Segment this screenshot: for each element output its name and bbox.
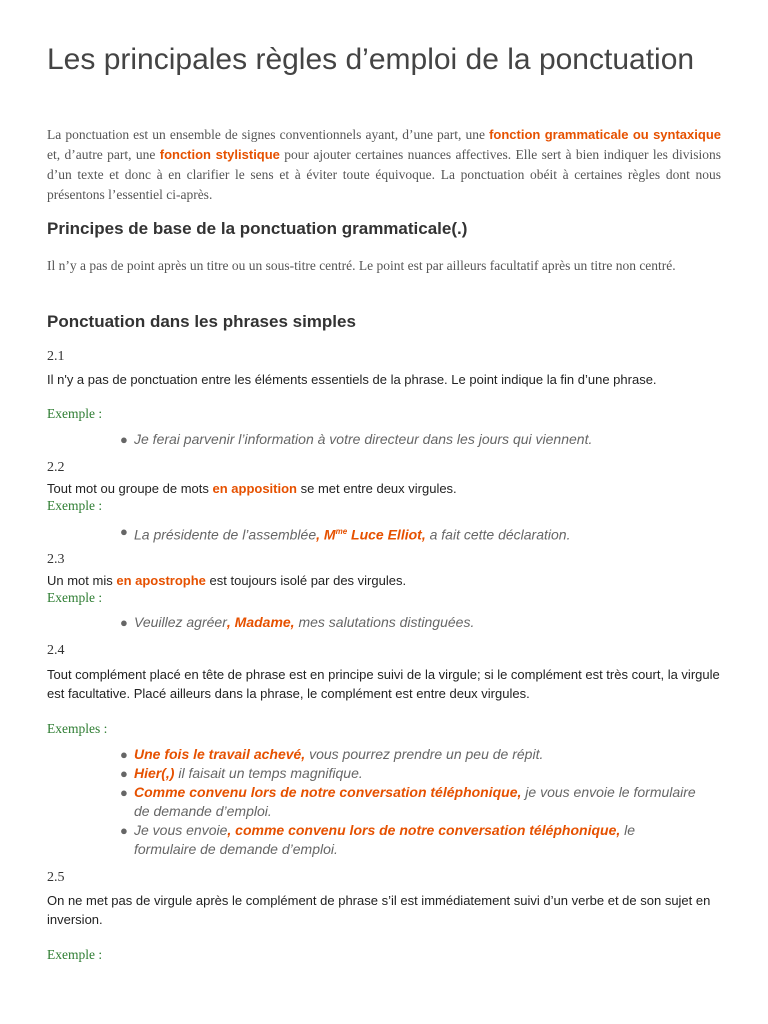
example-text-b: a fait cette déclaration.: [425, 526, 571, 543]
example-highlight-b: Luce Elliot,: [347, 526, 426, 543]
bullet-icon: ●: [120, 785, 128, 800]
example-label: Exemples :: [47, 721, 108, 736]
example-text-a: Veuillez agréer: [134, 614, 227, 630]
rule-number: 2.1: [47, 349, 65, 364]
rule-number: 2.4: [47, 643, 65, 658]
intro-highlight-stylistique: fonction stylistique: [159, 147, 280, 162]
intro-text-1: La ponctuation est un ensemble de signes conventionnels ayant, d’une part, une: [47, 127, 490, 142]
rule-highlight: en apostrophe: [116, 573, 206, 588]
bullet-icon: ●: [120, 747, 128, 762]
intro-highlight-grammaticale: fonction grammaticale ou syntaxique: [489, 127, 721, 142]
example-text: vous pourrez prendre un peu de répit.: [305, 746, 544, 762]
rule-text: [47, 571, 737, 590]
example-item: [118, 764, 698, 783]
example-list: [118, 522, 738, 545]
example-highlight: , Madame,: [226, 614, 295, 630]
example-list: [118, 430, 738, 449]
example-text-b: mes salutations distinguées.: [294, 614, 475, 630]
example-item: [118, 821, 698, 859]
intro-text-3: pour ajouter certaines nuances affectives. Elle sert à bien indiquer les divisions d’un texte et donc à en clarifier le sens et à éviter toute équivoque. La ponctuation obéit à certaines règles dont nous présentons l’essentiel ci-après.: [47, 147, 722, 202]
example-item: [118, 783, 698, 821]
page-title: Les principales règles d’emploi de la ponctuation: [47, 43, 695, 76]
rule-text-a: Tout mot ou groupe de mots: [47, 481, 213, 496]
example-item: [118, 613, 738, 632]
example-text-a: La présidente de l’assemblée: [134, 526, 317, 543]
rule-text-b: est toujours isolé par des virgules.: [205, 573, 407, 588]
rule-text: [47, 479, 737, 498]
example-highlight: Une fois le travail achevé,: [134, 746, 306, 762]
section1-heading: Principes de base de la ponctuation grammaticale(.): [47, 219, 468, 238]
example-highlight: Hier(,): [134, 765, 175, 781]
example-text: le formulaire de demande d’emploi.: [134, 822, 636, 857]
bullet-icon: ●: [120, 823, 128, 838]
example-highlight-a: , M: [316, 526, 336, 543]
rule-text: Tout complément placé en tête de phrase est en principe suivi de la virgule; si le complément est très court, la virgule est facultative. Placé ailleurs dans la phrase, le complément est entre deux virgules.: [47, 667, 720, 701]
rule-number: 2.5: [47, 870, 65, 885]
intro-paragraph: [47, 125, 721, 205]
bullet-icon: ●: [120, 766, 128, 781]
section2-heading: Ponctuation dans les phrases simples: [47, 312, 356, 331]
example-label: Exemple :: [47, 947, 103, 962]
example-highlight: Comme convenu lors de notre conversation téléphonique,: [134, 784, 522, 800]
rule-number: 2.2: [47, 460, 65, 475]
section1-text: Il n’y a pas de point après un titre ou un sous-titre centré. Le point est par ailleurs facultatif après un titre non centré.: [47, 258, 676, 273]
example-item: [118, 745, 698, 764]
example-text: je vous envoie le formulaire de demande d’emploi.: [134, 784, 696, 819]
example-text-pre: Je vous envoie: [134, 822, 228, 838]
example-list: [118, 745, 698, 859]
example-text: Je ferai parvenir l’information à votre directeur dans les jours qui viennent.: [134, 431, 593, 447]
example-list: [118, 613, 738, 632]
rule-number: 2.3: [47, 552, 65, 567]
intro-text-2: et, d’autre part, une: [47, 147, 160, 162]
bullet-icon: ●: [120, 615, 128, 630]
example-text: il faisait un temps magnifique.: [174, 765, 363, 781]
example-label: Exemple :: [47, 406, 103, 421]
example-superscript: me: [335, 527, 348, 536]
example-label: Exemple :: [47, 498, 103, 513]
bullet-icon: ●: [120, 432, 128, 447]
example-highlight: , comme convenu lors de notre conversation téléphonique,: [227, 822, 621, 838]
example-item: [118, 430, 738, 449]
rule-highlight: en apposition: [212, 481, 297, 496]
rule-text: Il n'y a pas de ponctuation entre les éléments essentiels de la phrase. Le point indique la fin d’une phrase.: [47, 372, 657, 387]
rule-text-a: Un mot mis: [47, 573, 117, 588]
example-label: Exemple :: [47, 590, 103, 605]
example-item: [118, 522, 738, 545]
rule-text-b: se met entre deux virgules.: [296, 481, 457, 496]
rule-text: On ne met pas de virgule après le complément de phrase s’il est immédiatement suivi d’un verbe et de son sujet en inversion.: [47, 893, 711, 927]
bullet-icon: ●: [120, 524, 128, 539]
